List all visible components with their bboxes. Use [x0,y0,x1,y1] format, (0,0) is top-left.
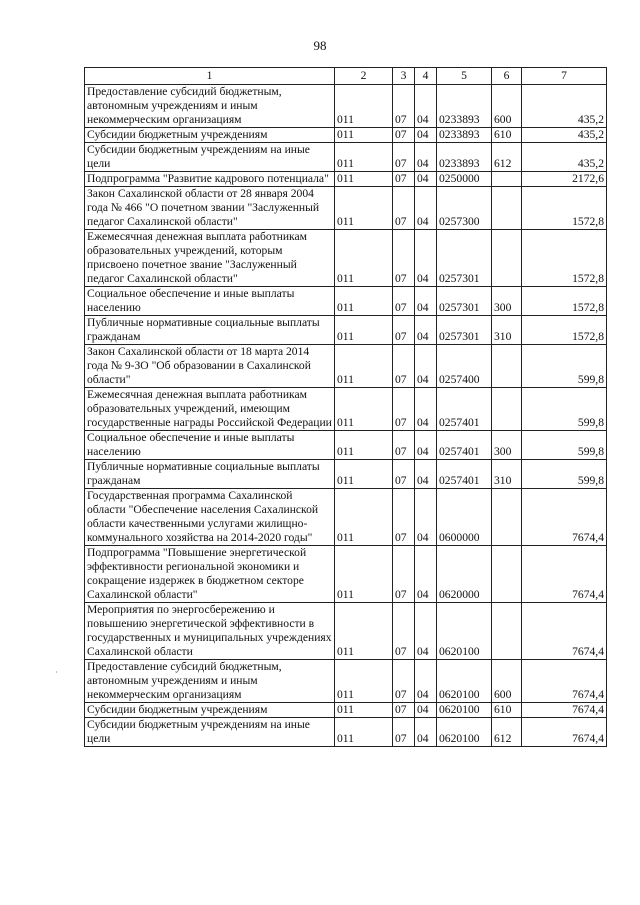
row-expense-type [492,172,522,187]
row-admin-code: 011 [335,143,393,172]
row-amount: 599,8 [522,388,607,431]
budget-table [84,67,607,747]
table-row [85,287,607,316]
row-amount: 1572,8 [522,316,607,345]
row-amount: 7674,4 [522,718,607,747]
row-subsection: 04 [415,172,437,187]
row-target-article: 0620100 [437,660,492,703]
row-target-article: 0257300 [437,187,492,230]
row-target-article: 0257401 [437,460,492,489]
row-admin-code: 011 [335,603,393,660]
row-amount: 7674,4 [522,660,607,703]
table-row [85,316,607,345]
row-amount: 2172,6 [522,172,607,187]
row-expense-type [492,230,522,287]
row-subsection: 04 [415,489,437,546]
table-row [85,660,607,703]
column-header: 3 [393,68,415,85]
row-expense-type: 300 [492,287,522,316]
row-target-article: 0620100 [437,603,492,660]
row-subsection: 04 [415,388,437,431]
row-admin-code: 011 [335,388,393,431]
row-admin-code: 011 [335,546,393,603]
row-target-article: 0250000 [437,172,492,187]
row-section: 07 [393,489,415,546]
row-admin-code: 011 [335,187,393,230]
row-name: Социальное обеспечение и иные выплаты населению [85,287,335,316]
row-target-article: 0257301 [437,230,492,287]
row-subsection: 04 [415,603,437,660]
row-name: Мероприятия по энергосбережению и повышению энергетической эффективности в государственных и муниципальных учреждениях Сахалинской области [85,603,335,660]
row-subsection: 04 [415,316,437,345]
row-admin-code: 011 [335,230,393,287]
row-expense-type: 600 [492,85,522,128]
row-amount: 599,8 [522,460,607,489]
scan-mark: · [55,668,58,677]
row-section: 07 [393,287,415,316]
table-row [85,230,607,287]
row-amount: 1572,8 [522,187,607,230]
row-section: 07 [393,460,415,489]
row-amount: 1572,8 [522,287,607,316]
row-amount: 435,2 [522,128,607,143]
row-subsection: 04 [415,660,437,703]
row-section: 07 [393,316,415,345]
row-target-article: 0233893 [437,85,492,128]
row-amount: 599,8 [522,345,607,388]
row-section: 07 [393,660,415,703]
row-admin-code: 011 [335,489,393,546]
row-subsection: 04 [415,187,437,230]
row-subsection: 04 [415,546,437,603]
row-expense-type: 612 [492,718,522,747]
row-subsection: 04 [415,85,437,128]
row-target-article: 0257401 [437,431,492,460]
row-amount: 7674,4 [522,603,607,660]
row-section: 07 [393,546,415,603]
table-row [85,128,607,143]
row-name: Ежемесячная денежная выплата работникам образовательных учреждений, которым присвоено почетное звание "Заслуженный педагог Сахалинской области" [85,230,335,287]
table-row [85,546,607,603]
row-expense-type: 612 [492,143,522,172]
row-name: Публичные нормативные социальные выплаты гражданам [85,460,335,489]
row-admin-code: 011 [335,431,393,460]
row-admin-code: 011 [335,718,393,747]
row-section: 07 [393,230,415,287]
row-section: 07 [393,388,415,431]
row-subsection: 04 [415,287,437,316]
row-subsection: 04 [415,431,437,460]
table-row [85,718,607,747]
row-section: 07 [393,431,415,460]
row-subsection: 04 [415,128,437,143]
row-section: 07 [393,187,415,230]
row-section: 07 [393,172,415,187]
row-expense-type: 610 [492,128,522,143]
row-admin-code: 011 [335,85,393,128]
row-expense-type: 310 [492,460,522,489]
page-number: 98 [313,38,327,53]
row-target-article: 0600000 [437,489,492,546]
table-row [85,431,607,460]
column-header: 7 [522,68,607,85]
row-target-article: 0233893 [437,128,492,143]
row-name: Публичные нормативные социальные выплаты гражданам [85,316,335,345]
row-expense-type [492,187,522,230]
row-target-article: 0620100 [437,718,492,747]
row-name: Социальное обеспечение и иные выплаты населению [85,431,335,460]
row-section: 07 [393,85,415,128]
row-amount: 7674,4 [522,703,607,718]
row-name: Закон Сахалинской области от 18 марта 2014 года № 9-ЗО "Об образовании в Сахалинской области" [85,345,335,388]
row-subsection: 04 [415,718,437,747]
row-subsection: 04 [415,460,437,489]
row-name: Государственная программа Сахалинской области "Обеспечение населения Сахалинской области качественными услугами жилищно-коммунального хозяйства на 2014-2020 годы" [85,489,335,546]
row-subsection: 04 [415,143,437,172]
row-subsection: 04 [415,345,437,388]
table-row [85,143,607,172]
table-row [85,388,607,431]
row-expense-type [492,345,522,388]
row-section: 07 [393,603,415,660]
column-header: 2 [335,68,393,85]
table-body [85,85,607,747]
row-section: 07 [393,143,415,172]
row-admin-code: 011 [335,172,393,187]
row-expense-type [492,603,522,660]
column-header: 1 [85,68,335,85]
table-row [85,489,607,546]
row-amount: 7674,4 [522,546,607,603]
row-expense-type: 610 [492,703,522,718]
row-target-article: 0620100 [437,703,492,718]
row-expense-type [492,489,522,546]
row-name: Подпрограмма "Повышение энергетической эффективности региональной экономики и сокращение издержек в бюджетном секторе Сахалинской области" [85,546,335,603]
row-name: Субсидии бюджетным учреждениям на иные цели [85,718,335,747]
row-admin-code: 011 [335,316,393,345]
row-expense-type: 310 [492,316,522,345]
row-name: Субсидии бюджетным учреждениям на иные цели [85,143,335,172]
row-target-article: 0257301 [437,316,492,345]
row-admin-code: 011 [335,345,393,388]
row-name: Предоставление субсидий бюджетным, автономным учреждениям и иным некоммерческим организациям [85,660,335,703]
row-amount: 1572,8 [522,230,607,287]
row-amount: 435,2 [522,143,607,172]
column-header: 4 [415,68,437,85]
column-header: 5 [437,68,492,85]
row-name: Субсидии бюджетным учреждениям [85,128,335,143]
row-name: Субсидии бюджетным учреждениям [85,703,335,718]
row-admin-code: 011 [335,660,393,703]
row-target-article: 0233893 [437,143,492,172]
row-name: Закон Сахалинской области от 28 января 2004 года № 466 "О почетном звании "Заслуженный педагог Сахалинской области" [85,187,335,230]
row-expense-type [492,388,522,431]
row-expense-type: 300 [492,431,522,460]
row-admin-code: 011 [335,703,393,718]
table-row [85,172,607,187]
row-section: 07 [393,345,415,388]
row-target-article: 0257301 [437,287,492,316]
table-header-row [85,68,607,85]
row-name: Подпрограмма "Развитие кадрового потенциала" [85,172,335,187]
column-header: 6 [492,68,522,85]
row-subsection: 04 [415,230,437,287]
row-admin-code: 011 [335,287,393,316]
table-row [85,345,607,388]
row-target-article: 0257400 [437,345,492,388]
row-subsection: 04 [415,703,437,718]
table-row [85,85,607,128]
row-name: Ежемесячная денежная выплата работникам образовательных учреждений, имеющим государственные награды Российской Федерации [85,388,335,431]
row-amount: 599,8 [522,431,607,460]
row-expense-type [492,546,522,603]
row-expense-type: 600 [492,660,522,703]
table-row [85,460,607,489]
row-admin-code: 011 [335,128,393,143]
row-target-article: 0620000 [437,546,492,603]
row-section: 07 [393,703,415,718]
row-amount: 435,2 [522,85,607,128]
row-target-article: 0257401 [437,388,492,431]
row-admin-code: 011 [335,460,393,489]
table-row [85,603,607,660]
table-row [85,703,607,718]
row-name: Предоставление субсидий бюджетным, автономным учреждениям и иным некоммерческим организациям [85,85,335,128]
row-section: 07 [393,718,415,747]
table-row [85,187,607,230]
row-amount: 7674,4 [522,489,607,546]
row-section: 07 [393,128,415,143]
